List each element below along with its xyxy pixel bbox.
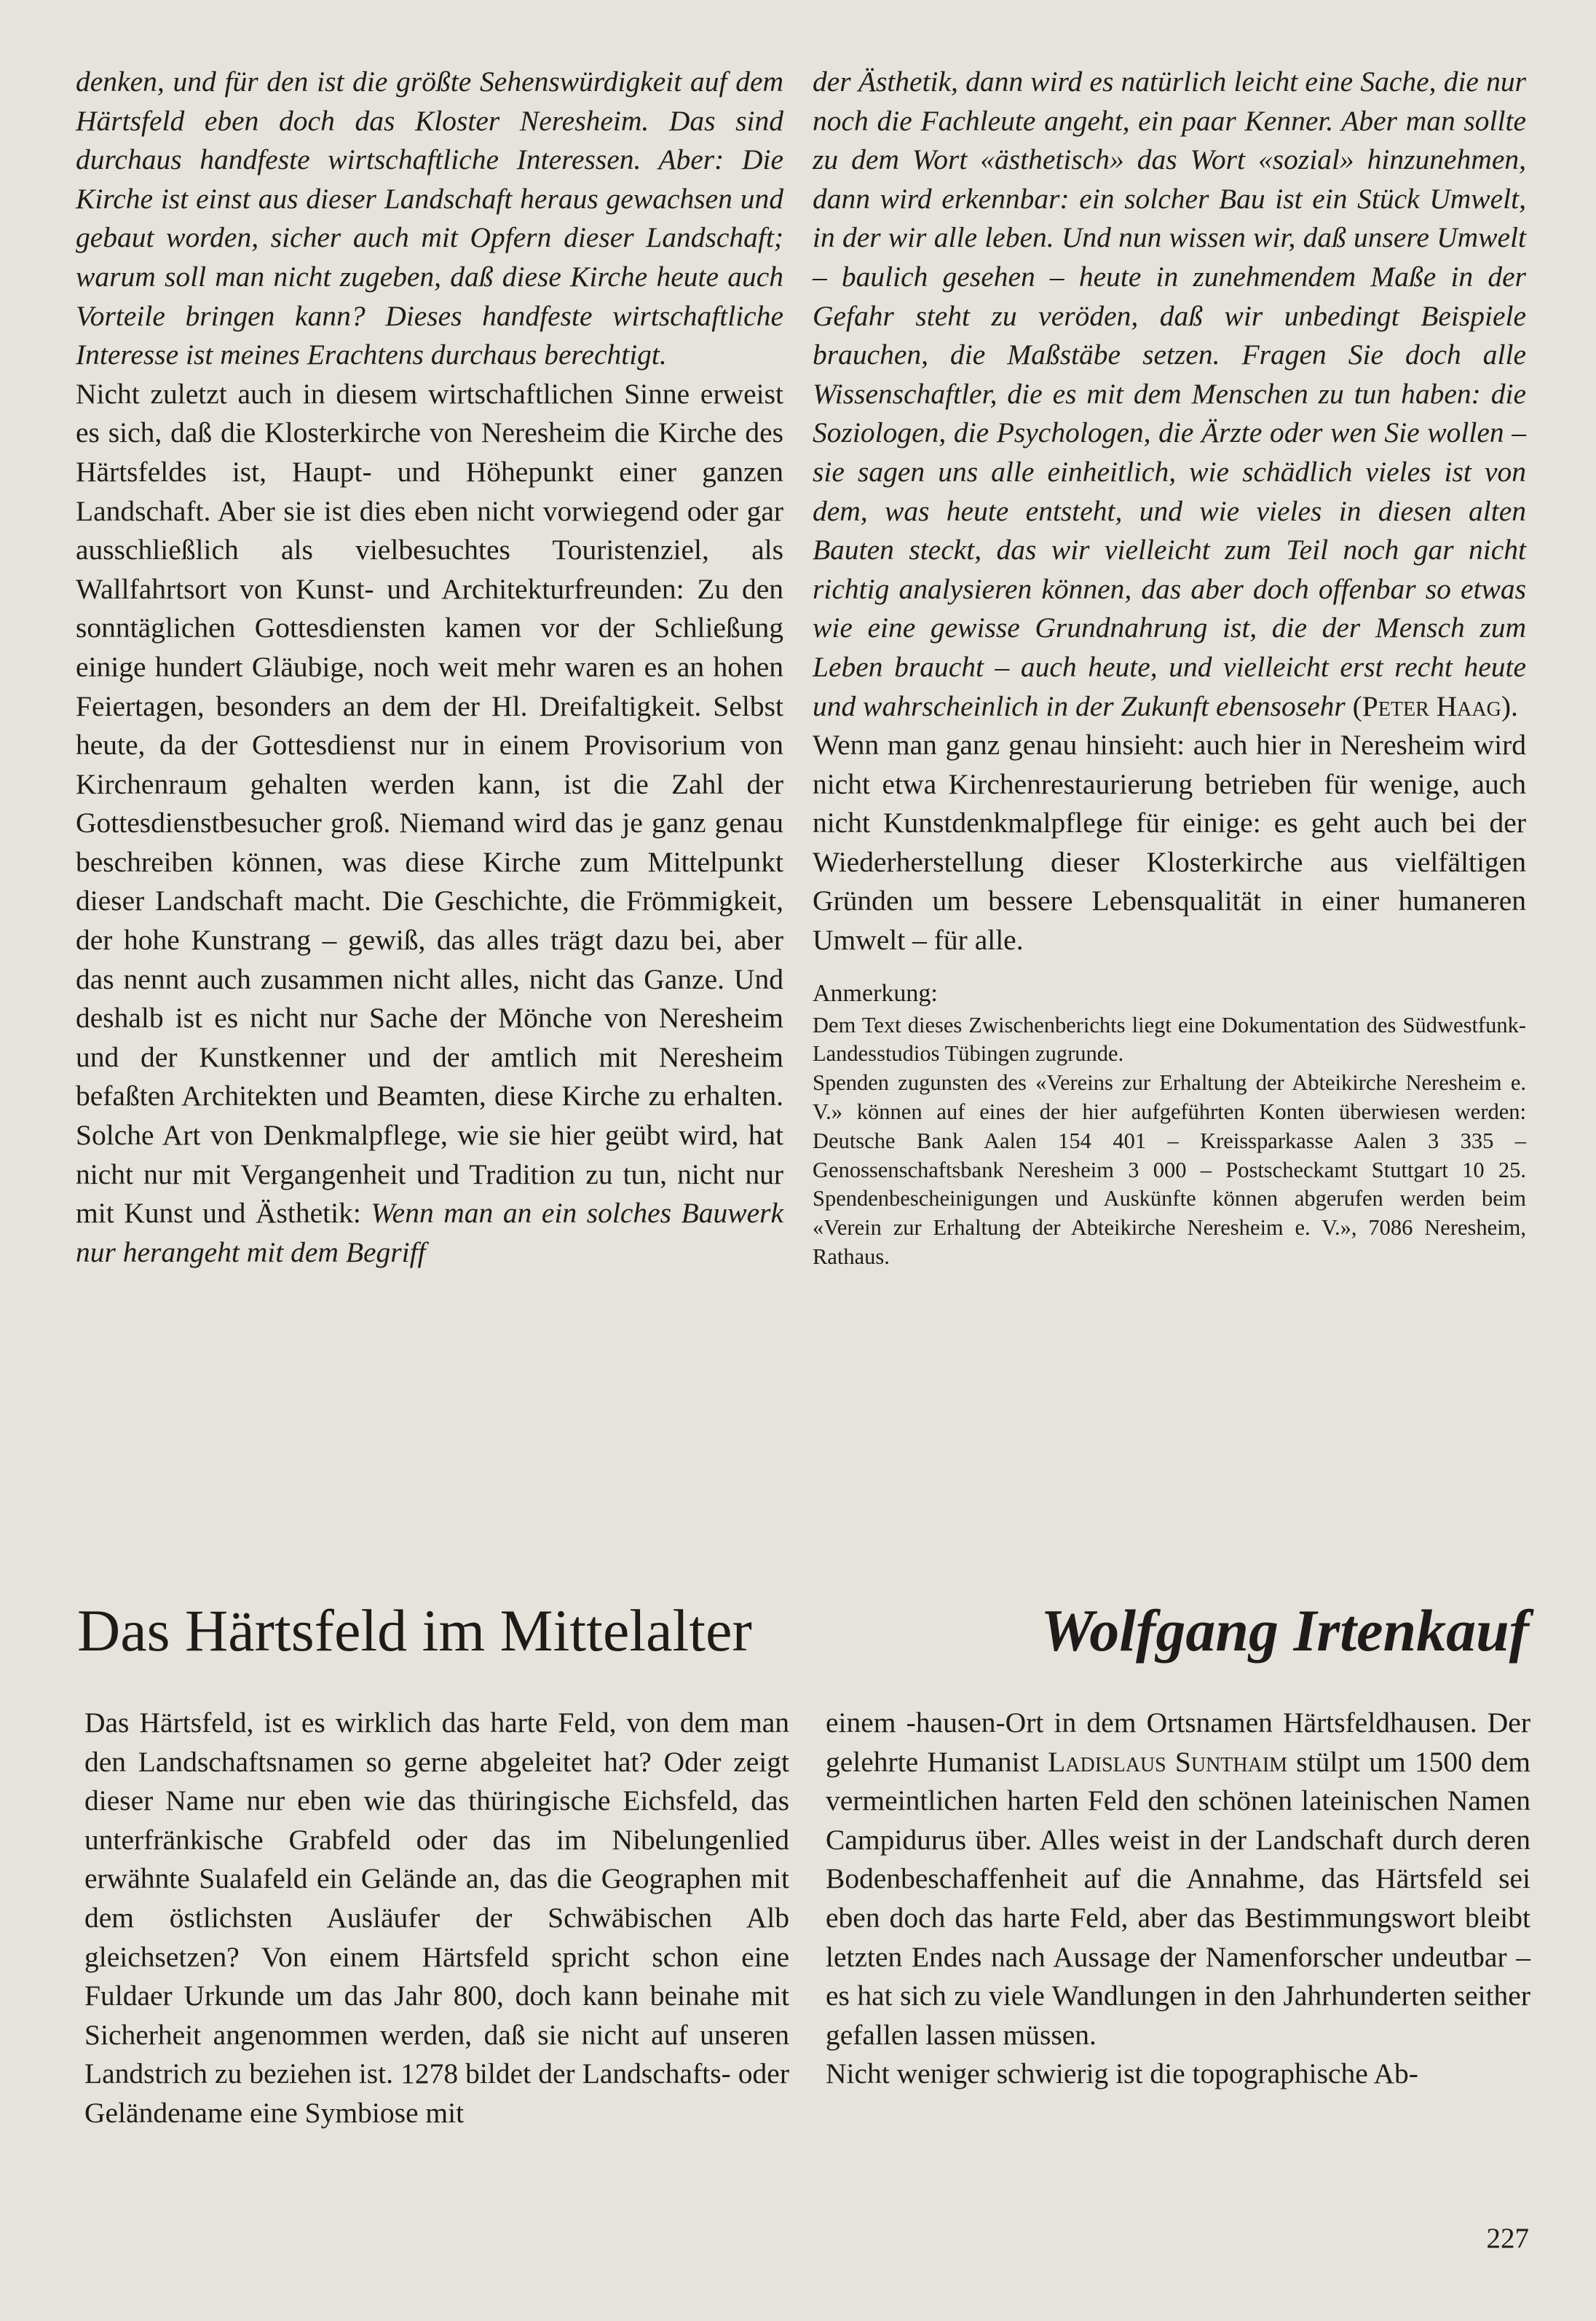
- article-title: Das Härtsfeld im Mittelalter: [77, 1597, 752, 1664]
- body-paragraph: Wenn man ganz genau hinsieht: auch hier in Neresheim wird nicht etwa Kirchenrestaurierung betrieben für wenige, auch nicht Kunstdenkmalpflege für einige: es geht auch bei der Wiederherstellung dieser Klosterkirche aus vielfältigen Gründen um bessere Lebensqualität in einer humaneren Umwelt – für alle.: [813, 729, 1526, 957]
- footnote-block: [813, 976, 1526, 1272]
- body-paragraph-text: einem -hausen-Ort in dem Ortsnamen Härtsfeldhausen. Der gelehrte Humanist: [826, 1707, 1530, 1778]
- quoted-passage-continuation: [813, 63, 1526, 726]
- body-paragraph: Das Härtsfeld, ist es wirklich das harte Feld, von dem man den Landschaftsnamen so gerne abgeleitet hat? Oder zeigt dieser Name nur eben wie das thüringische Eichsfeld, das unterfränkische Grabfeld oder das im Nibelungenlied erwähnte Sualafeld ein Gelände an, das die Geographen mit dem östlichsten Ausläufer der Schwäbischen Alb gleichsetzen? Von einem Härtsfeld spricht schon eine Fuldaer Urkunde um das Jahr 800, doch kann beinahe mit Sicherheit angenommen werden, daß sie nicht auf unseren Landstrich zu beziehen ist. 1278 bildet der Landschafts- oder Geländename eine Symbiose mit: [84, 1707, 789, 2129]
- footnote-text: [813, 1011, 1526, 1272]
- quoted-paragraph: denken, und für den ist die größte Sehenswürdigkeit auf dem Härtsfeld eben doch das Kloster Neresheim. Das sind durchaus handfeste wirtschaftliche Interessen. Aber: Die Kirche ist einst aus dieser Landschaft heraus gewachsen und gebaut worden, sicher auch mit Opfern dieser Landschaft; warum soll man nicht zugeben, daß diese Kirche heute auch Vorteile bringen kann? Dieses handfeste wirtschaftliche Interesse ist meines Erachtens durchaus berechtigt.: [76, 66, 783, 371]
- person-name: Ladislaus Sunthaim: [1048, 1745, 1288, 1778]
- quote-attribution: (Peter Haag).: [1352, 689, 1518, 722]
- body-paragraph-text: stülpt um 1500 dem vermeintlichen harten Feld den schönen lateinischen Namen Campidurus über. Alles weist in der Landschaft durch deren Bodenbeschaffenheit auf die Annahme, das Härtsfeld sei eben doch das harte Feld, aber das Bestimmungswort bleibt letzten Endes nach Aussage der Namenforscher undeutbar – es hat sich zu viele Wandlungen in den Jahrhunderten seither gefallen lassen müssen.: [826, 1745, 1530, 2051]
- upper-right-column: [813, 63, 1526, 1272]
- footnote-donation-line: Spenden zugunsten des «Vereins zur Erhaltung der Abteikirche Neresheim e. V.» können auf eines der hier aufgeführten Konten überwiesen werden: Deutsche Bank Aalen 154 401 – Kreissparkasse Aalen 3 335 – Genossenschaftsbank Neresheim 3 000 – Postscheckamt Stuttgart 10 25. Spendenbescheinigungen und Auskünfte können abgerufen werden beim «Verein zur Erhaltung der Abteikirche Neresheim e. V.», 7086 Neresheim, Rathaus.: [813, 1070, 1526, 1270]
- body-paragraph: [76, 375, 783, 1273]
- footnote-source-line: Dem Text dieses Zwischenberichts liegt eine Dokumentation des Südwestfunk-Landesstudios Tübingen zugrunde.: [813, 1012, 1526, 1067]
- quoted-passage-start: Wenn man an ein solches Bauwerk nur herangeht mit dem Begriff: [76, 1197, 784, 1268]
- quoted-passage-text: der Ästhetik, dann wird es natürlich leicht eine Sache, die nur noch die Fachleute angeht, ein paar Kenner. Aber man sollte zu dem Wort «ästhetisch» das Wort «sozial» hinzunehmen, dann wird erkennbar: ein solcher Bau ist ein Stück Umwelt, in der wir alle leben. Und nun wissen wir, daß unsere Umwelt – baulich gesehen – heute in zunehmendem Maße in der Gefahr steht zu veröden, daß wir unbedingt Beispiele brauchen, die Maßstäbe setzen. Fragen Sie doch alle Wissenschaftler, die es mit dem Menschen zu tun haben: die Soziologen, die Psychologen, die Ärzte oder wen Sie wollen – sie sagen uns alle einheitlich, wie schädlich vieles ist von dem, was heute entsteht, und wie vieles in diesen alten Bauten steckt, das wir vielleicht zum Teil noch gar nicht richtig analysieren können, das aber doch offenbar so etwas wie eine gewisse Grundnahrung ist, die der Mensch zum Leben braucht – auch heute, und vielleicht erst recht heute und wahrscheinlich in der Zukunft ebensosehr: [813, 66, 1526, 722]
- footnote-heading: Anmerkung:: [813, 979, 938, 1007]
- page-number: 227: [1486, 2223, 1529, 2254]
- body-paragraph: Nicht weniger schwierig ist die topographische Ab-: [826, 2057, 1418, 2090]
- body-paragraph: [826, 1704, 1530, 2055]
- lower-left-column: [84, 1704, 789, 2133]
- article-author: Wolfgang Irtenkauf: [1040, 1597, 1529, 1664]
- body-paragraph-text: Nicht zuletzt auch in diesem wirtschaftlichen Sinne erweist es sich, daß die Klosterkirche von Neresheim die Kirche des Härtsfeldes ist, Haupt- und Höhepunkt einer ganzen Landschaft. Aber sie ist dies eben nicht vorwiegend oder gar ausschließlich als vielbesuchtes Touristenziel, als Wallfahrtsort von Kunst- und Architekturfreunden: Zu den sonntäglichen Gottesdiensten kamen vor der Schließung einige hundert Gläubige, noch weit mehr waren es an hohen Feiertagen, besonders an dem der Hl. Dreifaltigkeit. Selbst heute, da der Gottesdienst nur in einem Provisorium von Kirchenraum gehalten werden kann, ist die Zahl der Gottesdienstbesucher groß. Niemand wird das je ganz genau beschreiben können, was diese Kirche zum Mittelpunkt dieser Landschaft macht. Die Geschichte, die Frömmigkeit, der hohe Kunstrang – gewiß, das alles trägt dazu bei, aber das nennt auch zusammen nicht alles, nicht das Ganze. Und deshalb ist es nicht nur Sache der Mönche von Neresheim und der Kunstkenner und der amtlich mit Neresheim befaßten Architekten und Beamten, diese Kirche zu erhalten. Solche Art von Denkmalpflege, wie sie hier geübt wird, hat nicht nur mit Vergangenheit und Tradition zu tun, nicht nur mit Kunst und Ästhetik:: [76, 377, 783, 1230]
- lower-right-column: [826, 1704, 1530, 2094]
- upper-left-column: [76, 63, 783, 1272]
